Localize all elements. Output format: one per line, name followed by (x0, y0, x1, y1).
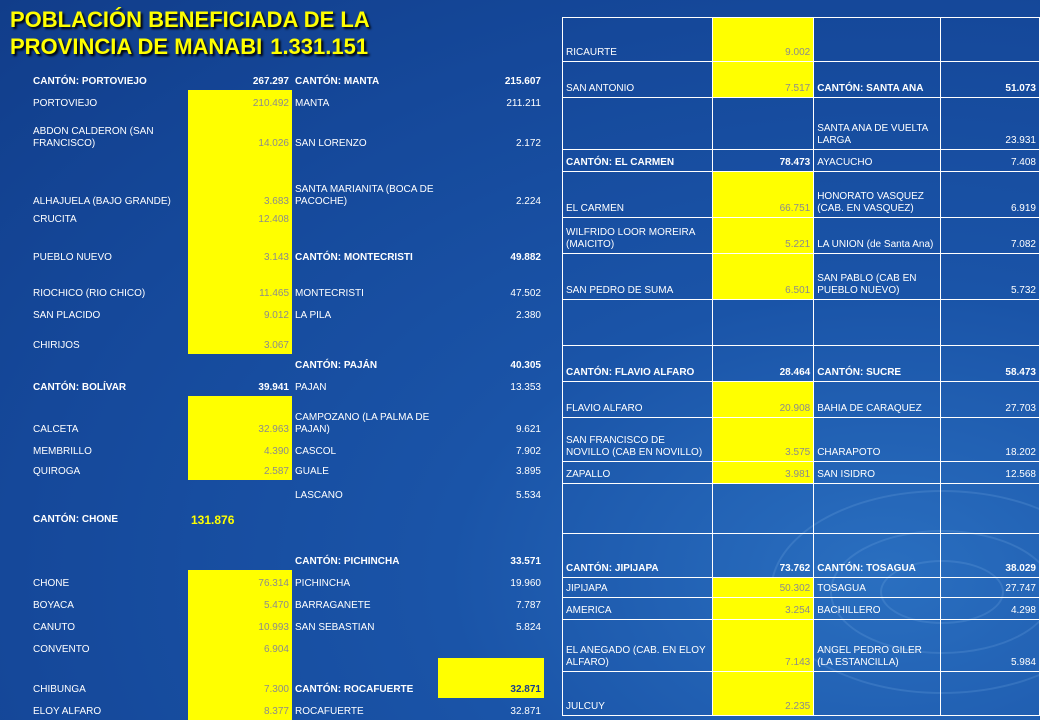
population-cell: 2.172 (515, 138, 541, 149)
place-name-cell: AYACUCHO (814, 150, 941, 172)
population-cell: 66.751 (713, 172, 814, 218)
population-cell: 73.762 (713, 534, 814, 578)
place-name-cell (30, 354, 188, 374)
population-cell: 13.353 (510, 382, 541, 393)
table-row (30, 374, 544, 396)
population-cell: 27.703 (941, 382, 1040, 418)
place-name-cell: CANTÓN: ROCAFUERTE (295, 684, 414, 695)
place-name-cell: SAN LORENZO (295, 138, 367, 149)
population-cell: 7.143 (713, 620, 814, 672)
place-name-cell: CHARAPOTO (814, 418, 941, 462)
place-name-cell: CRUCITA (33, 214, 77, 225)
population-cell: 5.824 (515, 622, 541, 633)
population-cell (438, 636, 544, 658)
population-cell: 12.408 (188, 210, 292, 228)
place-name-cell: SAN PABLO (CAB EN PUEBLO NUEVO) (814, 254, 941, 300)
table-row (563, 534, 1040, 578)
population-cell (941, 484, 1040, 534)
table-row (30, 210, 544, 228)
table-row (563, 598, 1040, 620)
left-population-table (30, 68, 544, 720)
population-cell: 131.876 (191, 513, 235, 527)
place-name-cell: AMERICA (563, 598, 713, 620)
population-cell: 5.984 (941, 620, 1040, 672)
population-cell (438, 504, 544, 528)
place-name-cell: CANTÓN: TOSAGUA (814, 534, 941, 578)
population-cell (438, 324, 544, 354)
place-name-cell: SAN ISIDRO (814, 462, 941, 484)
table-row (563, 150, 1040, 172)
population-cell: 18.202 (941, 418, 1040, 462)
population-cell (438, 210, 544, 228)
place-name-cell: GUALE (295, 466, 329, 477)
population-cell: 23.931 (941, 98, 1040, 150)
population-cell: 3.254 (713, 598, 814, 620)
population-cell: 4.390 (188, 438, 292, 460)
population-cell: 33.571 (510, 556, 541, 567)
place-name-cell: BOYACA (33, 600, 74, 611)
population-cell: 40.305 (510, 360, 541, 371)
place-name-cell: CANTÓN: SANTA ANA (814, 62, 941, 98)
population-cell (188, 354, 292, 374)
population-cell: 7.300 (188, 658, 292, 698)
place-name-cell: CANTÓN: PORTOVIEJO (33, 76, 147, 87)
place-name-cell: HONORATO VASQUEZ (CAB. EN VASQUEZ) (814, 172, 941, 218)
place-name-cell: EL ANEGADO (CAB. EN ELOY ALFARO) (563, 620, 713, 672)
population-cell: 38.029 (941, 534, 1040, 578)
table-row (563, 578, 1040, 598)
population-cell (941, 672, 1040, 716)
table-row (30, 302, 544, 324)
table-row (30, 228, 544, 266)
place-name-cell: ABDON CALDERON (SAN FRANCISCO) (33, 126, 154, 149)
population-cell: 3.981 (713, 462, 814, 484)
table-row (30, 90, 544, 112)
population-cell (188, 528, 292, 570)
title-total: 1.331.151 (270, 34, 369, 59)
population-cell: 215.607 (504, 76, 541, 87)
population-cell: 7.787 (515, 600, 541, 611)
table-row (30, 614, 544, 636)
right-population-table (562, 17, 1040, 716)
place-name-cell: SAN FRANCISCO DE NOVILLO (CAB EN NOVILLO) (563, 418, 713, 462)
place-name-cell: ROCAFUERTE (295, 706, 364, 717)
table-row (30, 152, 544, 210)
table-row (563, 300, 1040, 346)
place-name-cell: LA UNION (de Santa Ana) (814, 218, 941, 254)
table-row (563, 462, 1040, 484)
place-name-cell (814, 300, 941, 346)
place-name-cell: CONVENTO (33, 644, 90, 655)
population-cell: 4.298 (941, 598, 1040, 620)
place-name-cell: ZAPALLO (563, 462, 713, 484)
table-row (30, 480, 544, 504)
place-name-cell: ALHAJUELA (BAJO GRANDE) (33, 196, 171, 207)
population-cell: 6.501 (713, 254, 814, 300)
population-cell: 32.963 (188, 396, 292, 438)
place-name-cell: CHIRIJOS (33, 340, 80, 351)
place-name-cell: SAN PEDRO DE SUMA (563, 254, 713, 300)
place-name-cell: BARRAGANETE (295, 600, 371, 611)
place-name-cell: SANTA MARIANITA (BOCA DE PACOCHE) (295, 184, 434, 207)
population-cell: 39.941 (258, 382, 289, 393)
table-row (30, 354, 544, 374)
place-name-cell: CALCETA (33, 424, 79, 435)
place-name-cell: CANTÓN: EL CARMEN (563, 150, 713, 172)
population-cell: 267.297 (252, 76, 289, 87)
population-cell (713, 98, 814, 150)
place-name-cell: FLAVIO ALFARO (563, 382, 713, 418)
population-cell: 5.470 (188, 592, 292, 614)
population-cell: 32.871 (510, 706, 541, 717)
population-cell: 9.621 (515, 424, 541, 435)
population-cell: 28.464 (713, 346, 814, 382)
table-row (563, 620, 1040, 672)
place-name-cell: LASCANO (295, 490, 343, 501)
population-cell: 19.960 (510, 578, 541, 589)
place-name-cell: RICAURTE (563, 18, 713, 62)
place-name-cell (292, 636, 438, 658)
place-name-cell (814, 18, 941, 62)
place-name-cell: CANTÓN: CHONE (33, 514, 118, 525)
place-name-cell: PUEBLO NUEVO (33, 252, 112, 263)
place-name-cell: ANGEL PEDRO GILER (LA ESTANCILLA) (814, 620, 941, 672)
population-cell: 7.408 (941, 150, 1040, 172)
place-name-cell: PAJAN (295, 382, 327, 393)
place-name-cell: PICHINCHA (295, 578, 351, 589)
place-name-cell: LA PILA (295, 310, 332, 321)
table-row (563, 418, 1040, 462)
place-name-cell: CANTÓN: FLAVIO ALFARO (563, 346, 713, 382)
table-row (563, 62, 1040, 98)
population-cell: 5.732 (941, 254, 1040, 300)
population-cell: 6.919 (941, 172, 1040, 218)
title-line-1: POBLACIÓN BENEFICIADA DE LA (10, 7, 370, 32)
population-cell: 7.902 (515, 446, 541, 457)
table-row (30, 460, 544, 480)
place-name-cell: JULCUY (563, 672, 713, 716)
population-cell: 50.302 (713, 578, 814, 598)
place-name-cell: BAHIA DE CARAQUEZ (814, 382, 941, 418)
place-name-cell: QUIROGA (33, 466, 81, 477)
place-name-cell: CASCOL (295, 446, 337, 457)
place-name-cell: ELOY ALFARO (33, 706, 102, 717)
population-cell: 49.882 (510, 252, 541, 263)
place-name-cell: MEMBRILLO (33, 446, 92, 457)
place-name-cell (563, 484, 713, 534)
table-row (563, 382, 1040, 418)
place-name-cell: CHONE (33, 578, 70, 589)
population-cell (713, 484, 814, 534)
population-cell: 5.534 (515, 490, 541, 501)
population-cell: 78.473 (713, 150, 814, 172)
population-cell: 11.465 (188, 266, 292, 302)
table-row (30, 68, 544, 90)
population-cell: 9.012 (188, 302, 292, 324)
place-name-cell: BACHILLERO (814, 598, 941, 620)
population-cell: 7.082 (941, 218, 1040, 254)
place-name-cell: PORTOVIEJO (33, 98, 98, 109)
table-row (563, 672, 1040, 716)
place-name-cell (292, 210, 438, 228)
place-name-cell: CAMPOZANO (LA PALMA DE PAJAN) (295, 412, 430, 435)
population-cell: 47.502 (510, 288, 541, 299)
title-line-2: PROVINCIA DE MANABI (10, 34, 263, 59)
population-cell: 3.143 (188, 228, 292, 266)
population-cell: 2.235 (713, 672, 814, 716)
place-name-cell (292, 504, 438, 528)
table-row (30, 112, 544, 152)
population-cell (713, 300, 814, 346)
place-name-cell: CANTÓN: MONTECRISTI (295, 252, 413, 263)
table-row (563, 218, 1040, 254)
population-cell: 32.871 (438, 658, 544, 698)
population-cell: 5.221 (713, 218, 814, 254)
table-row (30, 570, 544, 592)
population-cell: 14.026 (188, 112, 292, 152)
page-title (10, 6, 530, 60)
place-name-cell: CANTÓN: JIPIJAPA (563, 534, 713, 578)
population-cell: 9.002 (713, 18, 814, 62)
place-name-cell: RIOCHICO (RIO CHICO) (33, 288, 146, 299)
place-name-cell: JIPIJAPA (563, 578, 713, 598)
place-name-cell: SANTA ANA DE VUELTA LARGA (814, 98, 941, 150)
table-row (30, 658, 544, 698)
table-row (563, 172, 1040, 218)
table-row (30, 266, 544, 302)
population-cell: 10.993 (188, 614, 292, 636)
population-cell: 3.575 (713, 418, 814, 462)
place-name-cell: MONTECRISTI (295, 288, 364, 299)
population-cell: 2.587 (188, 460, 292, 480)
place-name-cell (814, 672, 941, 716)
population-cell: 51.073 (941, 62, 1040, 98)
place-name-cell (814, 484, 941, 534)
table-row (563, 484, 1040, 534)
population-cell (941, 300, 1040, 346)
table-row (563, 254, 1040, 300)
table-row (30, 636, 544, 658)
table-row (30, 396, 544, 438)
place-name-cell: CANTÓN: BOLÍVAR (33, 382, 127, 393)
place-name-cell (563, 98, 713, 150)
population-cell: 210.492 (188, 90, 292, 112)
population-cell: 27.747 (941, 578, 1040, 598)
table-row (563, 98, 1040, 150)
population-cell: 8.377 (188, 698, 292, 720)
table-row (30, 528, 544, 570)
table-row (563, 346, 1040, 382)
table-row (30, 698, 544, 720)
place-name-cell: CANTÓN: PICHINCHA (295, 556, 400, 567)
population-cell: 58.473 (941, 346, 1040, 382)
table-row (563, 18, 1040, 62)
place-name-cell (30, 528, 188, 570)
table-row (30, 324, 544, 354)
population-cell: 6.904 (188, 636, 292, 658)
population-cell: 3.895 (515, 466, 541, 477)
place-name-cell: EL CARMEN (563, 172, 713, 218)
place-name-cell: CANTÓN: PAJÁN (295, 360, 378, 371)
place-name-cell: MANTA (295, 98, 330, 109)
place-name-cell: CHIBUNGA (33, 684, 86, 695)
place-name-cell: CANTÓN: MANTA (295, 76, 380, 87)
population-cell: 7.517 (713, 62, 814, 98)
population-cell (188, 480, 292, 504)
place-name-cell (292, 324, 438, 354)
population-cell: 3.683 (188, 152, 292, 210)
population-cell: 3.067 (188, 324, 292, 354)
place-name-cell: CANTÓN: SUCRE (814, 346, 941, 382)
population-cell: 2.380 (515, 310, 541, 321)
place-name-cell (30, 480, 188, 504)
table-row (30, 504, 544, 528)
place-name-cell: CANUTO (33, 622, 76, 633)
place-name-cell: WILFRIDO LOOR MOREIRA (MAICITO) (563, 218, 713, 254)
table-row (30, 438, 544, 460)
table-row (30, 592, 544, 614)
population-cell: 12.568 (941, 462, 1040, 484)
population-cell (941, 18, 1040, 62)
population-cell: 76.314 (188, 570, 292, 592)
place-name-cell: SAN ANTONIO (563, 62, 713, 98)
population-cell: 211.211 (506, 98, 541, 109)
population-cell: 20.908 (713, 382, 814, 418)
place-name-cell: TOSAGUA (814, 578, 941, 598)
place-name-cell: SAN PLACIDO (33, 310, 101, 321)
place-name-cell (563, 300, 713, 346)
place-name-cell: SAN SEBASTIAN (295, 622, 375, 633)
population-cell: 2.224 (515, 196, 541, 207)
